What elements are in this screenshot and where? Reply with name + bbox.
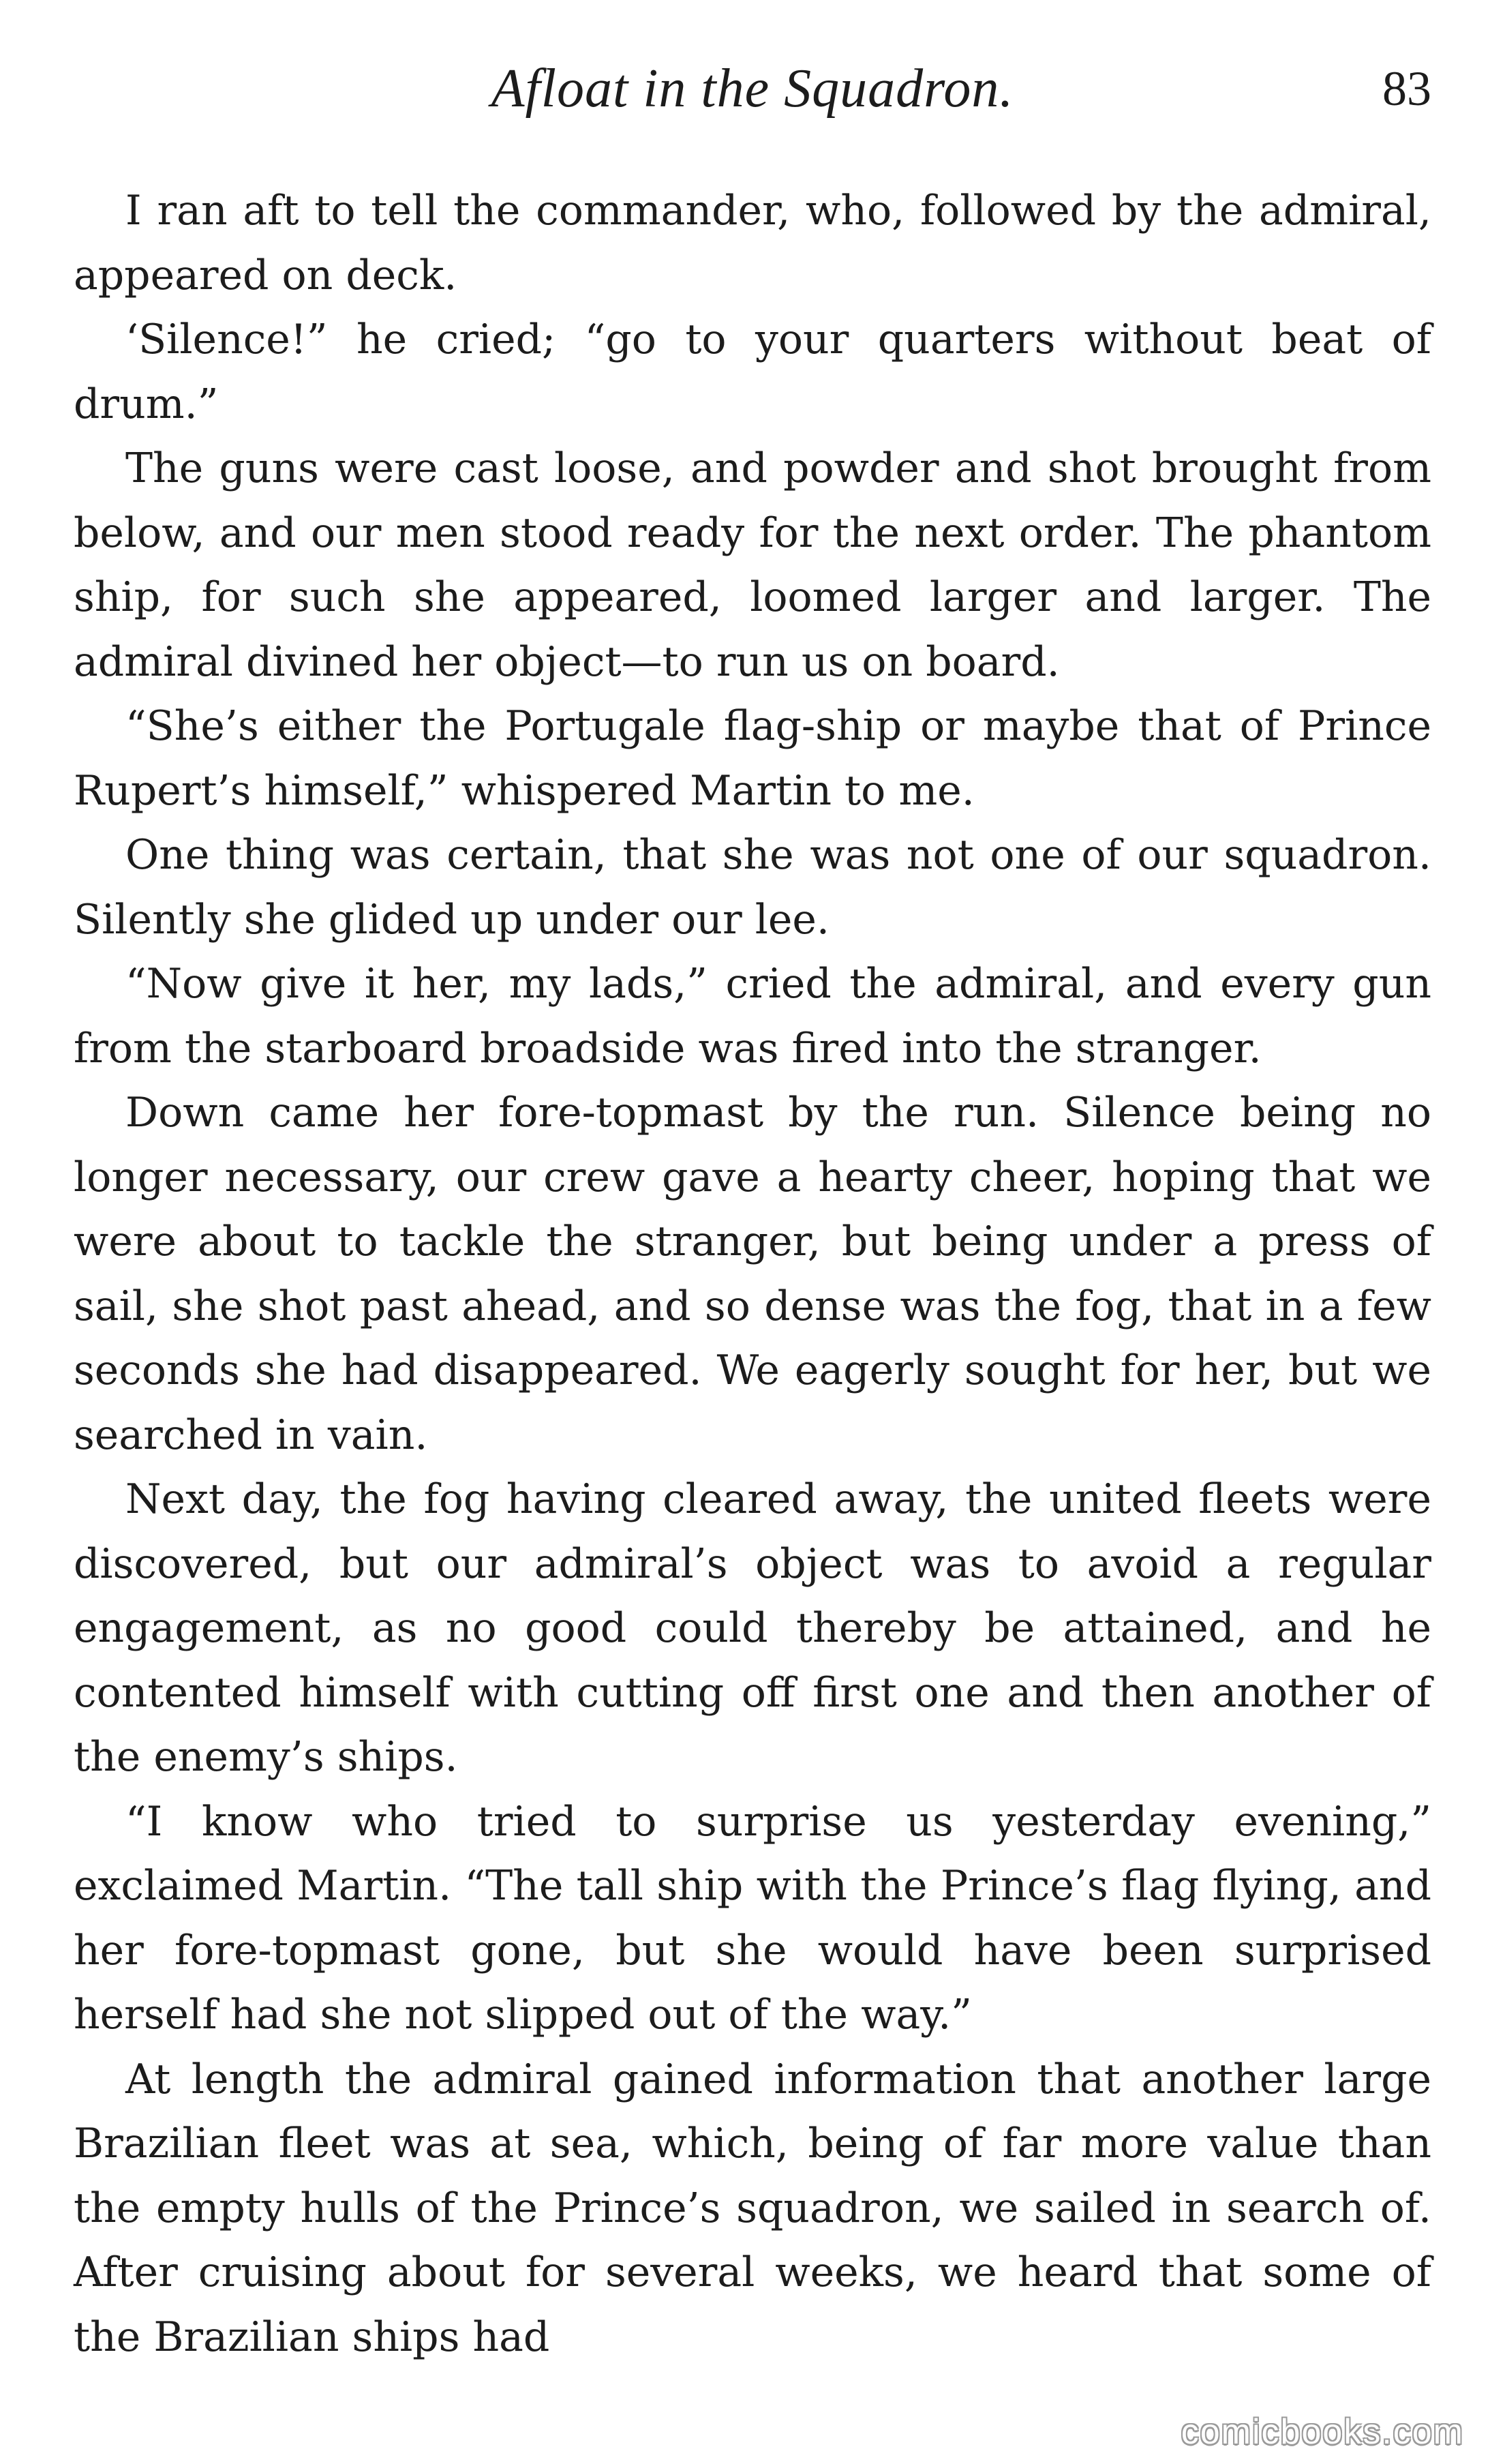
paragraph: “She’s either the Portugale flag-ship or maybe that of Prince Rupert’s himself,” whispered Martin to me. (74, 702, 1431, 815)
paragraph: I ran aft to tell the commander, who, followed by the admiral, appeared on deck. (74, 187, 1431, 299)
paragraph: ‘Silence!” he cried; “go to your quarters without beat of drum.” (74, 316, 1431, 428)
page-number: 83 (1382, 61, 1431, 116)
running-title: Afloat in the Squadron. (491, 59, 1014, 119)
paragraph: Down came her fore-topmast by the run. Silence being no longer necessary, our crew gave a hearty cheer, hoping that we were about to tackle the stranger, but being under a press of sail, she shot past ahead, and so dense was the fog, that in a few seconds she had disappeared. We eagerly sought for her, but we searched in vain. (74, 1089, 1431, 1459)
running-head (74, 48, 1431, 130)
paragraph: “Now give it her, my lads,” cried the admiral, and every gun from the starboard broadside was fired into the stranger. (74, 960, 1431, 1072)
paragraph: “I know who tried to surprise us yesterday evening,” exclaimed Martin. “The tall ship with the Prince’s flag flying, and her fore-topmast gone, but she would have been surprised herself had she not slipped out of the way.” (74, 1797, 1431, 2039)
paragraph: Next day, the fog having cleared away, the united fleets were discovered, but our admiral’s object was to avoid a regular engagement, as no good could thereby be attained, and he contented himself with cutting off first one and then another of the enemy’s ships. (74, 1475, 1431, 1781)
body-text (74, 179, 1431, 2369)
paragraph: The guns were cast loose, and powder and shot brought from below, and our men stood ready for the next order. The phantom ship, for such she appeared, loomed larger and larger. The admiral divined her object—to run us on board. (74, 445, 1431, 686)
paragraph: At length the admiral gained information that another large Brazilian fleet was at sea, which, being of far more value than the empty hulls of the Prince’s squadron, we sailed in search of. After cruising about for several weeks, we heard that some of the Brazilian ships had (74, 2055, 1431, 2361)
paragraph: One thing was certain, that she was not one of our squadron. Silently she glided up under our lee. (74, 831, 1431, 944)
watermark: comicbooks.com (1181, 2412, 1464, 2452)
